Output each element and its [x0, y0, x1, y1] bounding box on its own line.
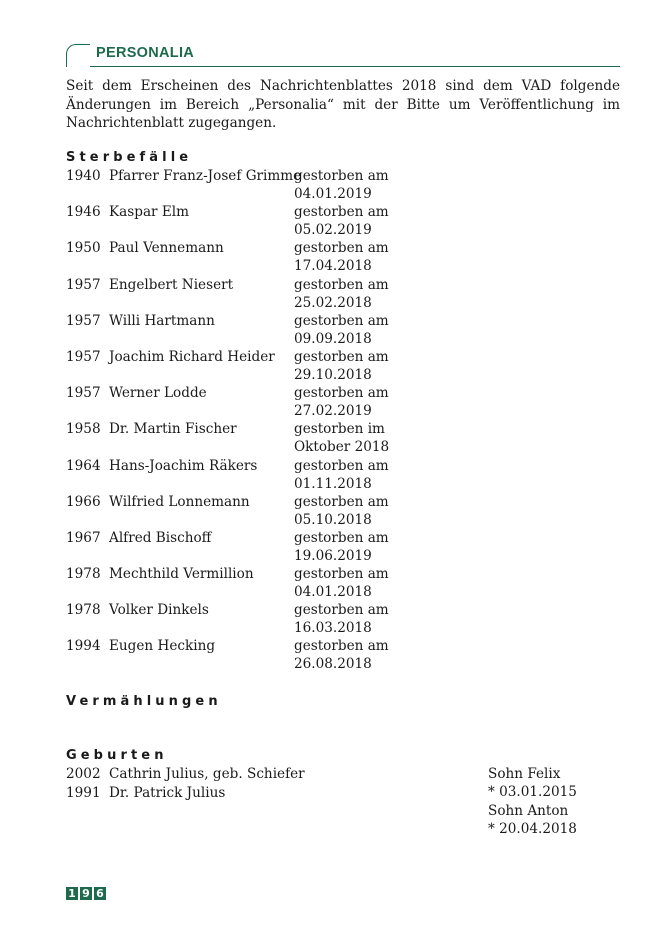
child-name: Sohn Anton	[488, 802, 569, 819]
parent-name: Cathrin Julius, geb. Schiefer	[109, 766, 305, 782]
entry-status: gestorben am	[294, 348, 389, 365]
list-item	[66, 565, 466, 601]
entry-year: 1964	[66, 457, 101, 474]
parent-year: 2002	[66, 766, 101, 782]
list-item	[66, 167, 466, 203]
entry-name: Wilfried Lonnemann	[109, 493, 250, 510]
intro-paragraph: Seit dem Erscheinen des Nachrichtenblattes 2018 sind dem VAD folgende Änderungen im Bereich „Personalia“ mit der Bitte um Veröffentlichung im Nachrichtenblatt zugegangen.	[66, 78, 620, 131]
list-item	[66, 348, 466, 384]
entry-year: 1940	[66, 168, 101, 184]
entry-year: 1950	[66, 240, 101, 257]
section-title: PERSONALIA	[96, 45, 195, 61]
entry-date: 16.03.2018	[294, 620, 372, 637]
entry-year: 1957	[66, 348, 101, 365]
child-name: Sohn Felix	[488, 766, 561, 782]
entry-status: gestorben am	[294, 240, 389, 257]
list-item	[66, 637, 466, 673]
entry-date: 25.02.2018	[294, 294, 372, 311]
entry-name: Pfarrer Franz-Josef Grimme	[109, 168, 302, 184]
entry-name: Paul Vennemann	[109, 240, 224, 257]
list-item	[66, 529, 466, 565]
header-tab-ornament	[66, 44, 90, 67]
entry-name: Volker Dinkels	[109, 602, 209, 619]
parent-year: 1991	[66, 784, 101, 801]
list-item	[66, 493, 466, 529]
entry-name: Alfred Bischoff	[109, 529, 212, 546]
entry-status: gestorben im	[294, 421, 385, 438]
entry-year: 1957	[66, 385, 101, 402]
entry-status: gestorben am	[294, 312, 389, 329]
entry-name: Willi Hartmann	[109, 312, 215, 329]
entry-date: 05.02.2019	[294, 222, 372, 239]
entry-year: 1958	[66, 421, 101, 438]
parent-name: Dr. Patrick Julius	[109, 784, 226, 801]
marriages-heading: Vermählungen	[66, 694, 222, 709]
entry-status: gestorben am	[294, 385, 389, 402]
entry-year: 1967	[66, 529, 101, 546]
list-item	[66, 312, 466, 348]
entry-name: Werner Lodde	[109, 385, 207, 402]
deaths-heading: Sterbefälle	[66, 150, 193, 165]
entry-name: Joachim Richard Heider	[109, 348, 275, 365]
entry-status: gestorben am	[294, 602, 389, 619]
entry-status: gestorben am	[294, 493, 389, 510]
deaths-list	[66, 167, 466, 674]
entry-date: 19.06.2019	[294, 547, 372, 564]
births-heading: Geburten	[66, 748, 168, 763]
entry-status: gestorben am	[294, 566, 389, 583]
header-rule	[90, 66, 620, 67]
child-birthdate: * 20.04.2018	[488, 820, 577, 837]
entry-status: gestorben am	[294, 457, 389, 474]
entry-date: Oktober 2018	[294, 439, 390, 456]
entry-status: gestorben am	[294, 168, 389, 184]
entry-status: gestorben am	[294, 638, 389, 655]
entry-year: 1966	[66, 493, 101, 510]
entry-year: 1957	[66, 312, 101, 329]
entry-status: gestorben am	[294, 204, 389, 221]
entry-year: 1978	[66, 566, 101, 583]
child-birthdate: * 03.01.2015	[488, 784, 577, 801]
list-item	[66, 420, 466, 456]
entry-year: 1994	[66, 638, 101, 655]
list-item	[66, 203, 466, 239]
entry-year: 1946	[66, 204, 101, 221]
list-item	[66, 601, 466, 637]
entry-date: 01.11.2018	[294, 475, 372, 492]
entry-date: 27.02.2019	[294, 403, 372, 420]
entry-name: Mechthild Vermillion	[109, 566, 254, 583]
entry-date: 29.10.2018	[294, 366, 372, 383]
page-digit: 1	[66, 887, 78, 900]
page-number	[66, 887, 106, 900]
entry-name: Engelbert Niesert	[109, 276, 234, 293]
entry-status: gestorben am	[294, 276, 389, 293]
entry-status: gestorben am	[294, 529, 389, 546]
entry-date: 26.08.2018	[294, 656, 372, 673]
list-item	[66, 384, 466, 420]
page-digit: 6	[94, 887, 106, 900]
list-item	[66, 239, 466, 275]
entry-year: 1978	[66, 602, 101, 619]
list-item	[66, 276, 466, 312]
entry-name: Eugen Hecking	[109, 638, 216, 655]
entry-date: 17.04.2018	[294, 258, 372, 275]
entry-date: 05.10.2018	[294, 511, 372, 528]
page-digit: 9	[80, 887, 92, 900]
children-list	[488, 765, 577, 838]
entry-name: Dr. Martin Fischer	[109, 421, 237, 438]
entry-date: 04.01.2019	[294, 186, 372, 202]
entry-year: 1957	[66, 276, 101, 293]
entry-name: Kaspar Elm	[109, 204, 190, 221]
entry-date: 09.09.2018	[294, 330, 372, 347]
entry-name: Hans-Joachim Räkers	[109, 457, 258, 474]
list-item	[66, 457, 466, 493]
entry-date: 04.01.2018	[294, 584, 372, 601]
section-header	[66, 44, 620, 68]
